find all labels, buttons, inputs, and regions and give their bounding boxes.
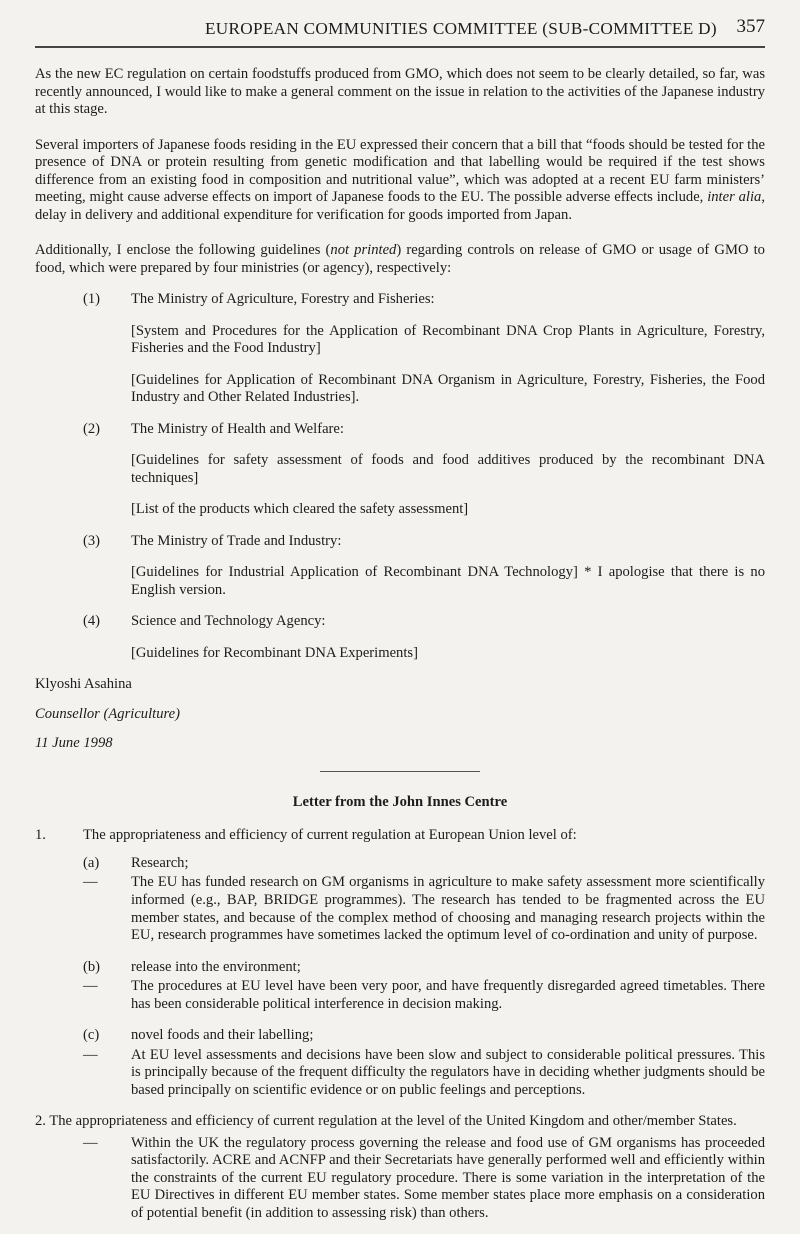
emphasis: inter alia bbox=[707, 189, 762, 206]
ministry-number: (1) bbox=[83, 291, 101, 308]
list-row bbox=[35, 421, 765, 439]
ministry-name: The Ministry of Trade and Industry: bbox=[131, 532, 342, 549]
list-row bbox=[35, 978, 765, 1013]
numbered-item-2: 2. The appropriateness and efficiency of current regulation at the level of the United Kingdom and other/member States. bbox=[35, 1113, 737, 1130]
list-row bbox=[35, 874, 765, 944]
dash-symbol: — bbox=[83, 1046, 98, 1063]
sub-item-label: (c) bbox=[83, 1027, 100, 1044]
sub-item-text: release into the environment; bbox=[131, 958, 301, 975]
list-row bbox=[35, 855, 765, 873]
ministry-name: The Ministry of Agriculture, Forestry and Fisheries: bbox=[131, 291, 435, 308]
ministry-number: (2) bbox=[83, 420, 101, 437]
list-row bbox=[35, 1047, 765, 1100]
guideline-text: [List of the products which cleared the safety assessment] bbox=[131, 501, 469, 518]
ministry-name: The Ministry of Health and Welfare: bbox=[131, 420, 344, 437]
dash-text: The EU has funded research on GM organisms in agriculture to make safety assessment more scientifically informed (e.g., BAP, BRIDGE programmes). The research has tended to be fragmented across the EU member states, and because of the complex method of choosing and managing research projects within the EU, research programmes have sometimes lacked the optimum level of co-ordination and unity of purpose. bbox=[131, 874, 765, 944]
item-number: 1. bbox=[35, 827, 46, 844]
paragraph-2: Several importers of Japanese foods residing in the EU expressed their concern that a bill that “foods should be tested for the presence of DNA or protein resulting from genetic modification and that labelling would be required if the test shows difference from an existing food in composition and nutritional value”, which was adopted at a recent EU farm ministers’ meeting, might cause adverse effects on import of Japanese foods to the EU. The possible adverse effects include, inter alia, delay in delivery and additional expenditure for verification for goods imported from Japan. bbox=[35, 136, 765, 223]
running-header bbox=[35, 16, 765, 48]
sub-item-label: (b) bbox=[83, 958, 101, 975]
paragraph-3: Additionally, I enclose the following guidelines (not printed) regarding controls on release of GMO or usage of GMO to food, which were prepared by four ministries (or agency), respectively: bbox=[35, 242, 765, 276]
header-title: EUROPEAN COMMUNITIES COMMITTEE (SUB-COMMITTEE D) bbox=[205, 19, 717, 38]
list-row bbox=[35, 1027, 765, 1045]
ministry-name: Science and Technology Agency: bbox=[131, 613, 326, 630]
item-text: The appropriateness and efficiency of current regulation at European Union level of: bbox=[83, 827, 577, 844]
signatory-role: Counsellor (Agriculture) bbox=[35, 705, 180, 722]
list-row bbox=[35, 613, 765, 631]
list-row bbox=[35, 827, 765, 845]
ministry-number: (3) bbox=[83, 532, 101, 549]
list-row bbox=[35, 1135, 765, 1223]
letter-heading: Letter from the John Innes Centre bbox=[292, 793, 508, 810]
sub-item-label: (a) bbox=[83, 854, 100, 871]
guideline-text: [Guidelines for Recombinant DNA Experiments] bbox=[131, 644, 418, 661]
dash-symbol: — bbox=[83, 874, 98, 891]
guideline-text: [Guidelines for safety assessment of foods and food additives produced by the recombinant DNA techniques] bbox=[131, 452, 765, 486]
dash-symbol: — bbox=[83, 1134, 98, 1151]
dash-text: The procedures at EU level have been very poor, and have frequently disregarded agreed timetables. There has been considerable political interference in decision making. bbox=[131, 978, 765, 1012]
guideline-text: [Guidelines for Industrial Application of Recombinant DNA Technology] * I apologise that there is no English version. bbox=[131, 564, 765, 598]
signature-date: 11 June 1998 bbox=[35, 735, 113, 752]
paragraph-1: As the new EC regulation on certain foodstuffs produced from GMO, which does not seem to be clearly detailed, so far, was recently announced, I would like to make a general comment on the issue in relation to the activities of the Japanese industry at this stage. bbox=[35, 66, 765, 118]
guideline-text: [Guidelines for Application of Recombinant DNA Organism in Agriculture, Forestry, Fisheries, the Food Industry and Other Related Industries]. bbox=[131, 371, 765, 406]
document-body bbox=[35, 66, 765, 1222]
list-row bbox=[35, 291, 765, 309]
guideline-text: [System and Procedures for the Application of Recombinant DNA Crop Plants in Agriculture, Forestry, Fisheries and the Food Industry] bbox=[131, 322, 765, 357]
emphasis: not printed bbox=[330, 242, 397, 259]
list-row bbox=[35, 533, 765, 551]
sub-item-text: novel foods and their labelling; bbox=[131, 1027, 314, 1044]
signatory-name: Klyoshi Asahina bbox=[35, 676, 132, 693]
ministry-number: (4) bbox=[83, 613, 101, 630]
page-number: 357 bbox=[736, 16, 765, 37]
list-row bbox=[35, 959, 765, 977]
dash-symbol: — bbox=[83, 978, 98, 995]
dash-text: Within the UK the regulatory process governing the release and food use of GM organisms has proceeded satisfactorily. ACRE and ACNFP and their Secretariats have generally performed well and efficiently within the constraints of the current EU regulatory procedure. There is some variation in the interpretation of the EU Directives in different EU member states. Some member states place more emphasis on a consideration of potential benefit (in addition to assessing risk) than others. bbox=[131, 1134, 765, 1221]
section-divider bbox=[320, 771, 480, 772]
sub-item-text: Research; bbox=[131, 854, 189, 871]
dash-text: At EU level assessments and decisions have been slow and subject to considerable political pressures. This is principally because of the frequent difficulty the regulators have in deciding whether judgments should be based principally on scientific evidence or on public feelings and perceptions. bbox=[131, 1046, 765, 1098]
